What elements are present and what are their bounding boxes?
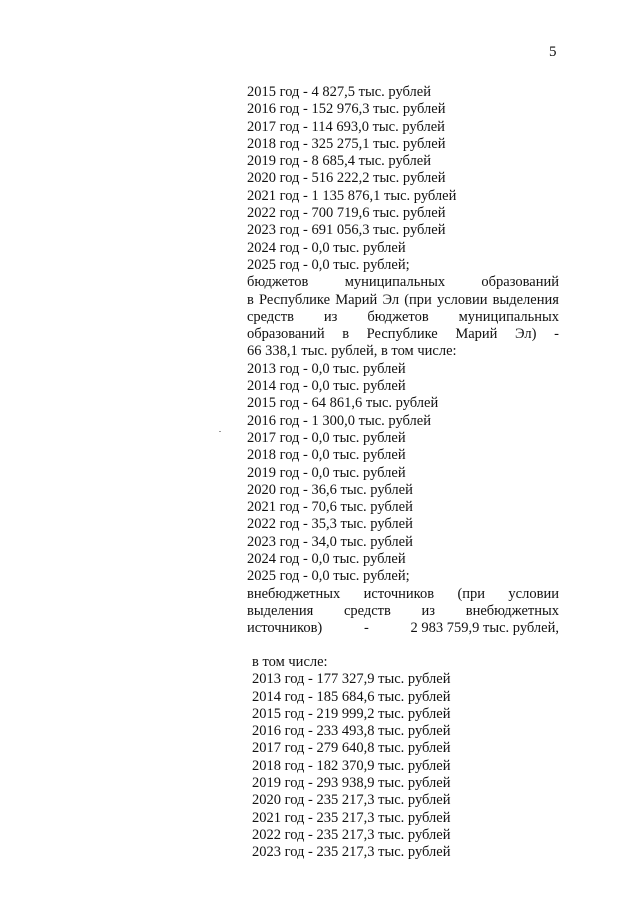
list-item: 2019 год - 8 685,4 тыс. рублей [247,153,431,170]
word: образований [481,274,559,291]
word: - [554,326,559,343]
municipal-budget-year-list [247,361,559,586]
word: условии [508,585,559,602]
word: образований [247,326,325,343]
regional-budget-year-list [247,84,559,274]
word: источников [363,585,435,602]
list-item: 2023 год - 235 217,3 тыс. рублей [252,844,451,861]
word: Марий [335,291,378,308]
heading-line [247,620,559,637]
heading-line [247,603,559,620]
heading-line [247,292,559,309]
word: условии [436,291,488,308]
word: Республике [259,291,331,308]
list-item: 2021 год - 1 135 876,1 тыс. рублей [247,187,457,204]
word: источников) [247,620,323,637]
list-item: 2025 год - 0,0 тыс. рублей; [247,568,410,585]
word: выделения [492,291,559,308]
heading-line [247,326,559,343]
funding-text-column [247,84,559,638]
extrabudget-heading [247,586,559,638]
word: муниципальных [344,274,446,291]
list-item: 2022 год - 35,3 тыс. рублей [247,516,413,533]
word: выделения [247,602,314,619]
list-item: 2022 год - 235 217,3 тыс. рублей [252,826,451,843]
list-item: 2015 год - 4 827,5 тыс. рублей [247,84,431,100]
list-item: 2024 год - 0,0 тыс. рублей [247,551,406,568]
heading-line [247,309,559,326]
word: муниципальных [458,308,559,325]
list-item: 2017 год - 114 693,0 тыс. рублей [247,118,445,135]
page-number: 5 [549,44,557,60]
word: внебюджетных [247,585,341,602]
extrabudget-text-column [252,654,564,862]
word: из [323,308,338,325]
list-item: 2020 год - 235 217,3 тыс. рублей [252,792,451,809]
word: бюджетов [247,274,309,291]
list-item: 2015 год - 64 861,6 тыс. рублей [247,395,439,412]
list-item: 2016 год - 1 300,0 тыс. рублей [247,412,431,429]
word: (при [457,585,486,602]
heading-line [247,274,559,291]
word: в [342,326,350,343]
list-item: 2017 год - 0,0 тыс. рублей [247,429,406,446]
list-item: 2019 год - 293 938,9 тыс. рублей [252,775,451,792]
word: (при [404,291,432,308]
scan-speck [219,431,221,432]
list-item: 2016 год - 233 493,8 тыс. рублей [252,723,451,740]
list-item: 2025 год - 0,0 тыс. рублей; [247,256,410,273]
list-item: 2020 год - 36,6 тыс. рублей [247,481,413,498]
list-item: 2022 год - 700 719,6 тыс. рублей [247,205,446,222]
list-item: 2021 год - 235 217,3 тыс. рублей [252,809,451,826]
heading-line [247,586,559,603]
list-item: 2023 год - 691 056,3 тыс. рублей [247,222,446,239]
word: бюджетов [367,308,429,325]
word: внебюджетных [465,602,559,619]
list-item: 2013 год - 0,0 тыс. рублей [247,360,406,377]
list-item: 2018 год - 0,0 тыс. рублей [247,447,406,464]
word: из [421,602,436,619]
list-item: 2024 год - 0,0 тыс. рублей [247,239,406,256]
list-item: 2014 год - 185 684,6 тыс. рублей [252,688,451,705]
list-item: 2013 год - 177 327,9 тыс. рублей [252,671,451,688]
list-item: 2018 год - 325 275,1 тыс. рублей [247,135,446,152]
word: средств [343,602,391,619]
word: - [363,620,369,637]
list-item: 2018 год - 182 370,9 тыс. рублей [252,757,451,774]
word: Марий [455,326,498,343]
word: Республике [366,326,438,343]
word: Эл) [515,326,537,343]
municipal-budget-heading [247,274,559,360]
extrabudget-year-list [252,671,564,861]
word: Эл [382,291,400,308]
list-item: 2019 год - 0,0 тыс. рублей [247,464,406,481]
word: в [247,291,254,308]
list-item: 2014 год - 0,0 тыс. рублей [247,378,406,395]
word: 2 983 759,9 тыс. рублей, [410,620,559,637]
list-item: 2023 год - 34,0 тыс. рублей [247,533,413,550]
list-item: 2020 год - 516 222,2 тыс. рублей [247,170,446,187]
list-item: 2015 год - 219 999,2 тыс. рублей [252,705,451,722]
heading-total: 66 338,1 тыс. рублей, в том числе: [247,343,457,360]
list-item: 2021 год - 70,6 тыс. рублей [247,499,413,516]
heading-total: в том числе: [252,654,328,670]
list-item: 2016 год - 152 976,3 тыс. рублей [247,101,446,118]
list-item: 2017 год - 279 640,8 тыс. рублей [252,740,451,757]
word: средств [247,308,294,325]
